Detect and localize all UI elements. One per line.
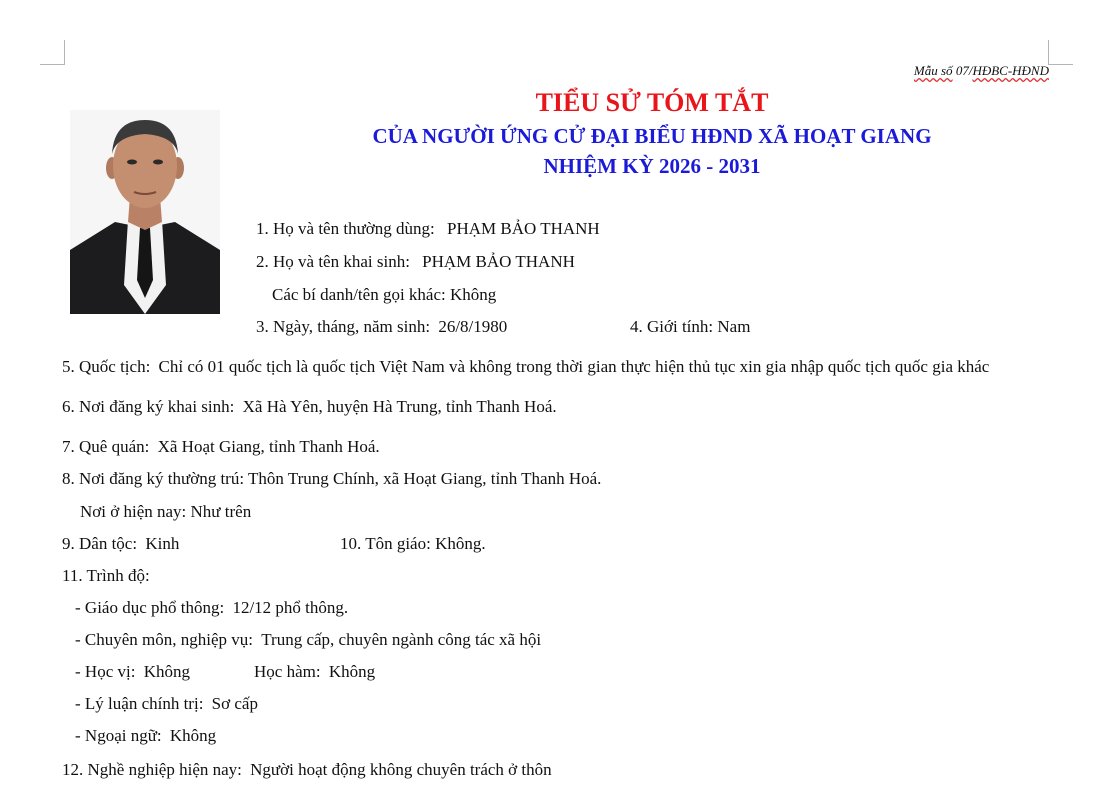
field-gender-value: Nam — [717, 317, 751, 336]
field-ethnicity-label: 9. Dân tộc: — [62, 534, 138, 553]
field-birth-name — [256, 252, 575, 272]
document-term: NHIỆM KỲ 2026 - 2031 — [543, 154, 761, 178]
field-birth-date-label: 3. Ngày, tháng, năm sinh: — [256, 317, 431, 336]
field-birth-name-label: 2. Họ và tên khai sinh: — [256, 252, 410, 271]
field-nationality-label: 5. Quốc tịch: — [62, 357, 151, 376]
form-code-number: 07/ — [955, 63, 973, 78]
crop-mark-top-right — [1048, 40, 1073, 65]
field-birth-date — [256, 317, 507, 337]
field-hometown-value: Xã Hoạt Giang, tỉnh Thanh Hoá. — [157, 437, 380, 456]
field-political-theory — [75, 694, 258, 714]
field-specialization-label: - Chuyên môn, nghiệp vụ: — [75, 630, 254, 649]
field-religion-label: 10. Tôn giáo: — [340, 534, 431, 553]
field-nationality — [62, 357, 989, 377]
field-permanent-residence-value: Thôn Trung Chính, xã Hoạt Giang, tỉnh Thanh Hoá. — [248, 469, 602, 488]
field-academic-degree-value: Không — [143, 662, 190, 681]
field-permanent-residence-label: 8. Nơi đăng ký thường trú: — [62, 469, 245, 488]
field-specialization-value: Trung cấp, chuyên ngành công tác xã hội — [261, 630, 542, 649]
field-birth-registration — [62, 397, 557, 417]
field-general-education-value: 12/12 phổ thông. — [232, 598, 349, 617]
field-general-education-label: - Giáo dục phổ thông: — [75, 598, 225, 617]
field-occupation-label: 12. Nghề nghiệp hiện nay: — [62, 760, 242, 779]
crop-mark-top-left — [40, 40, 65, 65]
document-subtitle: CỦA NGƯỜI ỨNG CỬ ĐẠI BIỂU HĐND XÃ HOẠT GIANG — [372, 124, 932, 148]
field-birth-registration-label: 6. Nơi đăng ký khai sinh: — [62, 397, 235, 416]
field-political-theory-value: Sơ cấp — [211, 694, 258, 713]
field-birth-name-value: PHẠM BẢO THANH — [422, 252, 575, 271]
field-foreign-language — [75, 726, 216, 746]
field-ethnicity-value: Kinh — [145, 534, 180, 553]
field-ethnicity — [62, 534, 179, 554]
field-current-residence-value: Như trên — [190, 502, 252, 521]
field-hometown-label: 7. Quê quán: — [62, 437, 150, 456]
field-religion — [340, 534, 486, 554]
field-permanent-residence — [62, 469, 601, 489]
field-hometown — [62, 437, 380, 457]
education-heading: 11. Trình độ: — [62, 566, 150, 585]
field-common-name-value: PHẠM BẢO THANH — [447, 219, 600, 238]
field-foreign-language-label: - Ngoại ngữ: — [75, 726, 162, 745]
field-current-residence — [80, 502, 251, 522]
field-aliases-label: Các bí danh/tên gọi khác: — [272, 285, 446, 304]
field-gender-label: 4. Giới tính: — [630, 317, 714, 336]
portrait-photo — [70, 110, 220, 314]
field-academic-title — [254, 662, 375, 682]
field-nationality-value: Chỉ có 01 quốc tịch là quốc tịch Việt Nam và không trong thời gian thực hiện thủ tục xin gia nhập quốc tịch quốc gia khác — [158, 357, 990, 376]
field-specialization — [75, 630, 541, 650]
field-birth-registration-value: Xã Hà Yên, huyện Hà Trung, tỉnh Thanh Hoá. — [242, 397, 557, 416]
field-academic-title-value: Không — [328, 662, 376, 681]
field-academic-degree-label: - Học vị: — [75, 662, 136, 681]
field-occupation — [62, 760, 552, 780]
portrait-photo-icon — [70, 110, 220, 314]
form-code-code: HĐBC-HĐND — [972, 63, 1049, 78]
form-code — [914, 63, 1049, 79]
field-aliases — [272, 285, 496, 305]
field-general-education — [75, 598, 348, 618]
field-common-name — [256, 219, 600, 239]
field-gender — [630, 317, 750, 337]
field-common-name-label: 1. Họ và tên thường dùng: — [256, 219, 435, 238]
form-code-prefix: Mẫu số — [913, 63, 953, 78]
field-birth-date-value: 26/8/1980 — [438, 317, 508, 336]
field-academic-degree — [75, 662, 190, 682]
field-aliases-value: Không — [449, 285, 497, 304]
field-foreign-language-value: Không — [169, 726, 217, 745]
field-occupation-value: Người hoạt động không chuyên trách ở thôn — [250, 760, 552, 779]
field-current-residence-label: Nơi ở hiện nay: — [80, 502, 187, 521]
field-religion-value: Không. — [435, 534, 486, 553]
document-title: TIỂU SỬ TÓM TẮT — [535, 88, 769, 117]
field-academic-title-label: Học hàm: — [254, 662, 321, 681]
field-political-theory-label: - Lý luận chính trị: — [75, 694, 204, 713]
